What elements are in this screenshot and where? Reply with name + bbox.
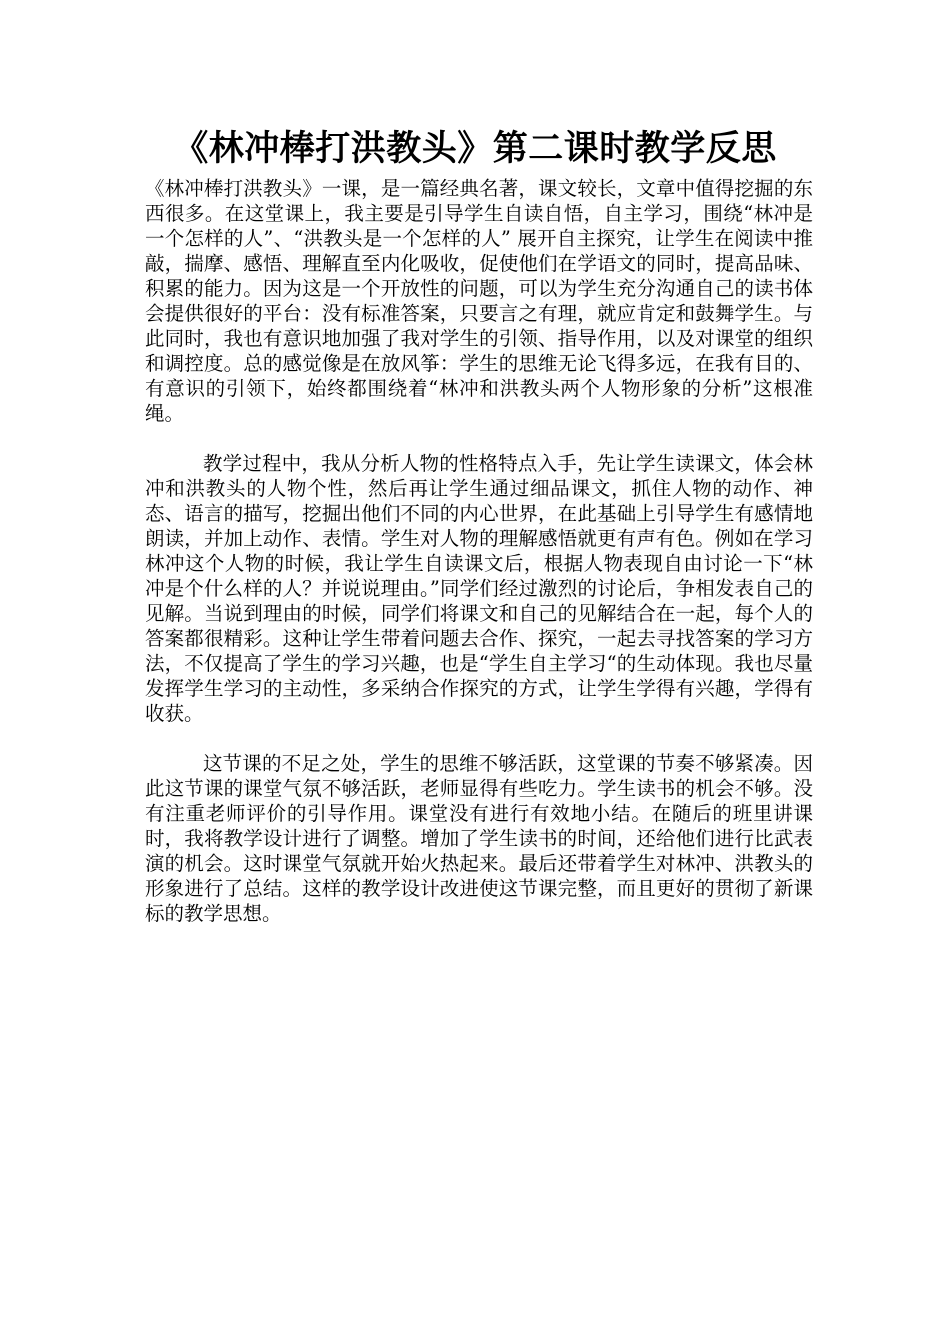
paragraph-teaching-process: 教学过程中，我从分析人物的性格特点入手，先让学生读课文，体会林冲和洪教头的人物个性，然后再让学生通过细品课文，抓住人物的动作、神态、语言的描写，挖掘出他们不同的内心世界，在此基础上引导学生有感情地朗读，并加上动作、表情。学生对人物的理解感悟就更有声有色。例如在学习林冲这个人物的时候，我让学生自读课文后，根据人物表现自由讨论一下“林冲是个什么样的人？并说说理由。”同学们经过激烈的讨论后，争相发表自己的见解。当说到理由的时候，同学们将课文和自己的见解结合在一起，每个人的答案都很精彩。这种让学生带着问题去合作、探究，一起去寻找答案的学习方法，不仅提高了学生的学习兴趣，也是“学生自主学习“的生动体现。我也尽量发挥学生学习的主动性，多采纳合作探究的方式，让学生学得有兴趣，学得有收获。: [145, 452, 813, 725]
paragraph-intro: 《林冲棒打洪教头》一课，是一篇经典名著，课文较长，文章中值得挖掘的东西很多。在这堂课上，我主要是引导学生自读自悟，自主学习，围绕“林冲是一个怎样的人”、“洪教头是一个怎样的人” 展开自主探究，让学生在阅读中推敲，揣摩、感悟、理解直至内化吸收，促使他们在学语文的同时，提高品味、积累的能力。因为这是一个开放性的问题，可以为学生充分沟通自己的读书体会提供很好的平台：没有标准答案，只要言之有理，就应肯定和鼓舞学生。与此同时，我也有意识地加强了我对学生的引领、指导作用，以及对课堂的组织和调控度。总的感觉像是在放风筝：学生的思维无论飞得多远，在我有目的、有意识的引领下，始终都围绕着“林冲和洪教头两个人物形象的分析”这根准绳。: [145, 177, 813, 425]
paragraph-shortcomings: 这节课的不足之处，学生的思维不够活跃，这堂课的节奏不够紧凑。因此这节课的课堂气氛不够活跃，老师显得有些吃力。学生读书的机会不够。没有注重老师评价的引导作用。课堂没有进行有效地小结。在随后的班里讲课时，我将教学设计进行了调整。增加了学生读书的时间，还给他们进行比武表演的机会。这时课堂气氛就开始火热起来。最后还带着学生对林冲、洪教头的形象进行了总结。这样的教学设计改进使这节课完整，而且更好的贯彻了新课标的教学思想。: [145, 752, 813, 925]
document-title: 《林冲棒打洪教头》第二课时教学反思: [173, 129, 777, 169]
document-body: [145, 176, 813, 951]
